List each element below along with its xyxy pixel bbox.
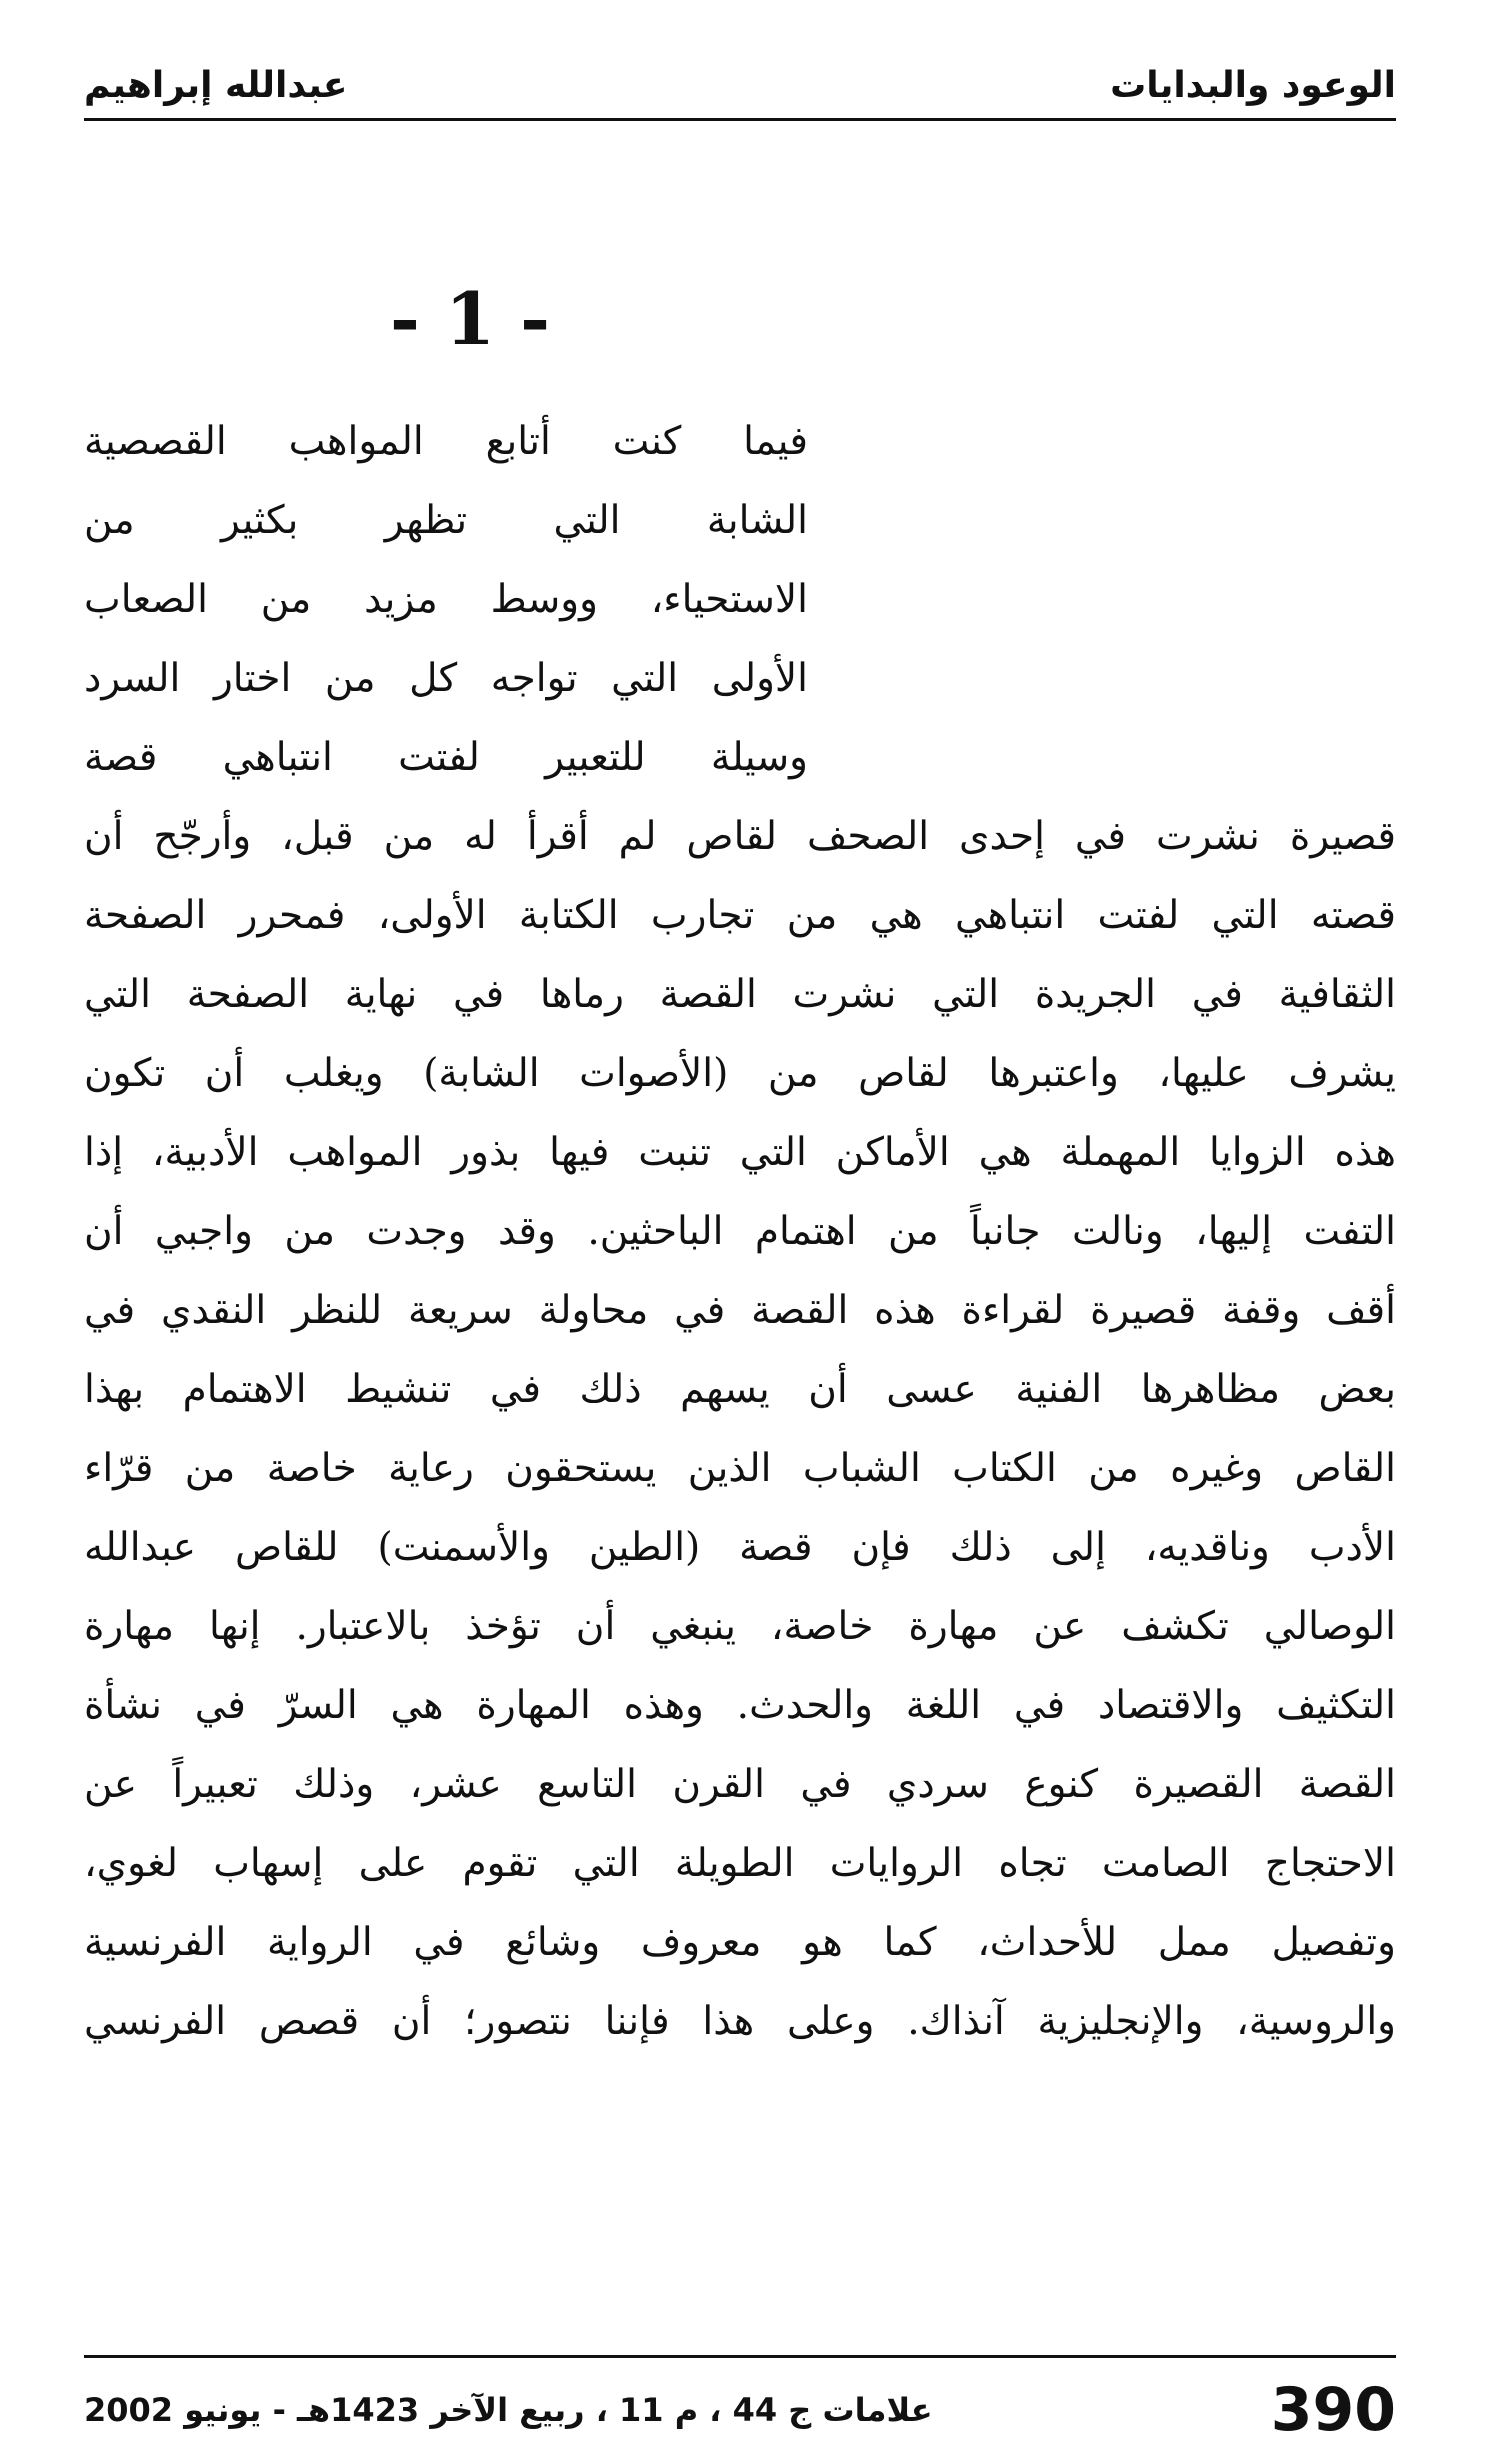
text-line: القاص وغيره من الكتاب الشباب الذين يستحقون رعاية خاصة من قرّاء (84, 1446, 1396, 1491)
body-text-narrow (84, 402, 808, 797)
text-line: أقف وقفة قصيرة لقراءة هذه القصة في محاولة سريعة للنظر النقدي في (84, 1288, 1396, 1333)
text-line: التكثيف والاقتصاد في اللغة والحدث. وهذه المهارة هي السرّ في نشأة (84, 1683, 1396, 1728)
text-line: الشابة التي تظهر بكثير من (84, 498, 808, 543)
text-line: الاحتجاج الصامت تجاه الروايات الطويلة التي تقوم على إسهاب لغوي، (84, 1841, 1396, 1886)
text-line: بعض مظاهرها الفنية عسى أن يسهم ذلك في تنشيط الاهتمام بهذا (84, 1367, 1396, 1412)
text-line: قصته التي لفتت انتباهي هي من تجارب الكتابة الأولى، فمحرر الصفحة (84, 893, 1396, 938)
running-header (84, 58, 1396, 121)
text-line: الثقافية في الجريدة التي نشرت القصة رماها في نهاية الصفحة التي (84, 972, 1396, 1017)
text-line: قصيرة نشرت في إحدى الصحف لقاص لم أقرأ له من قبل، وأرجّح أن (84, 814, 1396, 859)
text-line: الاستحياء، ووسط مزيد من الصعاب (84, 577, 808, 622)
text-line: وسيلة للتعبير لفتت انتباهي قصة (84, 735, 808, 780)
text-line: وتفصيل ممل للأحداث، كما هو معروف وشائع في الرواية الفرنسية (84, 1920, 1396, 1965)
text-line: التفت إليها، ونالت جانباً من اهتمام الباحثين. وقد وجدت من واجبي أن (84, 1209, 1396, 1254)
page-number: 390 (1270, 2375, 1396, 2445)
author-name: عبدالله إبراهيم (84, 64, 348, 106)
text-line: الأولى التي تواجه كل من اختار السرد (84, 656, 808, 701)
text-line: يشرف عليها، واعتبرها لقاص من (الأصوات الشابة) ويغلب أن تكون (84, 1051, 1396, 1096)
journal-citation: علامات ج 44 ، م 11 ، ربيع الآخر 1423هـ - يونيو 2002 (84, 2391, 933, 2429)
page-footer (84, 2355, 1396, 2448)
chapter-number: - 1 - (390, 276, 550, 361)
text-line: هذه الزوايا المهملة هي الأماكن التي تنبت فيها بذور المواهب الأدبية، إذا (84, 1130, 1396, 1175)
text-line: فيما كنت أتابع المواهب القصصية (84, 419, 808, 464)
text-line: والروسية، والإنجليزية آنذاك. وعلى هذا فإننا نتصور؛ أن قصص الفرنسي (84, 1999, 1396, 2044)
text-line: الوصالي تكشف عن مهارة خاصة، ينبغي أن تؤخذ بالاعتبار. إنها مهارة (84, 1604, 1396, 1649)
text-line: الأدب وناقديه، إلى ذلك فإن قصة (الطين والأسمنت) للقاص عبدالله (84, 1525, 1396, 1570)
body-text-wide (84, 797, 1396, 2061)
book-title: الوعود والبدايات (1110, 64, 1396, 106)
text-line: القصة القصيرة كنوع سردي في القرن التاسع عشر، وذلك تعبيراً عن (84, 1762, 1396, 1807)
